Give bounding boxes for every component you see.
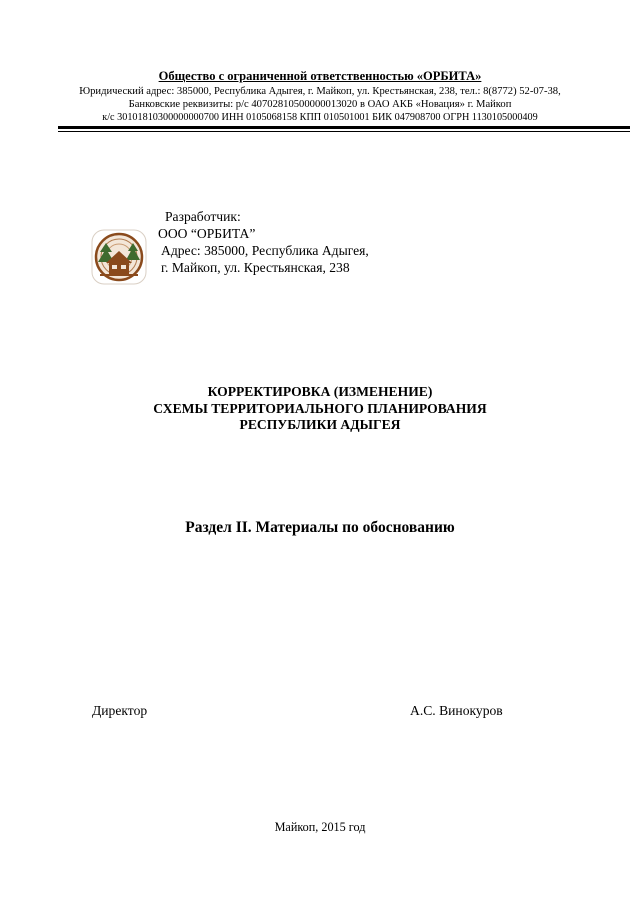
footer-city-year: Майкоп, 2015 год <box>274 820 366 834</box>
signature-position: Директор <box>92 703 148 718</box>
document-title-line-2: СХЕМЫ ТЕРРИТОРИАЛЬНОГО ПЛАНИРОВАНИЯ <box>153 401 487 416</box>
developer-address-line-1: Адрес: 385000, Республика Адыгея, <box>161 243 369 258</box>
house-with-trees-logo-icon <box>91 229 147 285</box>
document-title-line-1: КОРРЕКТИРОВКА (ИЗМЕНЕНИЕ) <box>207 384 433 399</box>
requisites-line-3: к/с 30101810300000000700 ИНН 0105068158 КПП 010501001 БИК 047908700 ОГРН 1130105000409 <box>102 112 538 123</box>
company-name: Общество с ограниченной ответственностью «ОРБИТА» <box>158 69 482 83</box>
document-title-line-3: РЕСПУБЛИКИ АДЫГЕЯ <box>239 417 401 432</box>
developer-name: ООО “ОРБИТА” <box>158 226 256 241</box>
header-divider-thin <box>58 131 630 132</box>
developer-label: Разработчик: <box>165 209 241 224</box>
developer-address-line-2: г. Майкоп, ул. Крестьянская, 238 <box>161 260 350 275</box>
signature-name: А.С. Винокуров <box>410 703 503 718</box>
header-divider-thick <box>58 126 630 129</box>
section-title: Раздел II. Материалы по обоснованию <box>185 519 455 536</box>
requisites-line-2: Банковские реквизиты: р/с 40702810500000013020 в ОАО АКБ «Новация» г. Майкоп <box>128 99 512 110</box>
requisites-line-1: Юридический адрес: 385000, Республика Адыгея, г. Майкоп, ул. Крестьянская, 238, тел.: 8(8772) 52-07-38, <box>79 86 561 97</box>
